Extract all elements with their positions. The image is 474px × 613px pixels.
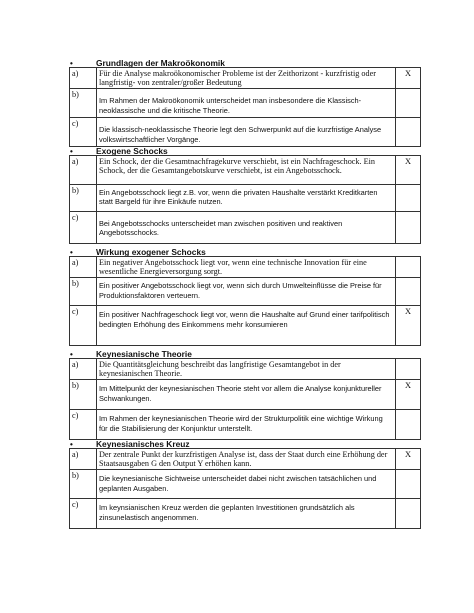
answer-mark: X: [396, 68, 421, 89]
answer-text: Im Mittelpunkt der keynesianischen Theorie steht vor allem die Analyse konjunktureller Schwankungen.: [97, 380, 396, 410]
answer-text: Im Rahmen der keynesianischen Theorie wird der Strukturpolitik eine wichtige Wirkung für die Stabilisierung der Konjunktur unterstellt.: [97, 410, 396, 440]
answer-label: a): [70, 449, 97, 470]
section-title: Exogene Schocks: [96, 146, 168, 156]
question-table: [69, 155, 421, 244]
question-table: [69, 358, 421, 440]
question-table: [69, 67, 421, 147]
table-row: [70, 306, 421, 346]
answer-mark: X: [396, 380, 421, 410]
answer-text: Ein negativer Angebotsschock liegt vor, wenn eine technische Innovation für eine wesentliche Energieversorgung sorgt.: [97, 257, 396, 278]
table-row: [70, 410, 421, 440]
table-row: [70, 380, 421, 410]
answer-mark: [396, 499, 421, 529]
answer-text: Bei Angebotsschocks unterscheidet man zwischen positiven und reaktiven Angebotsschocks.: [97, 212, 396, 244]
answer-mark: [396, 257, 421, 278]
answer-mark: [396, 118, 421, 147]
table-row: [70, 156, 421, 185]
answer-mark: [396, 470, 421, 499]
answer-text: Im keynsianischen Kreuz werden die geplanten Investitionen grundsätzlich als zinsunelastisch angenommen.: [97, 499, 396, 529]
bullet-icon: •: [70, 147, 73, 156]
bullet-icon: •: [70, 350, 73, 359]
answer-text: Die keynesianische Sichtweise unterscheidet dabei nicht zwischen tatsächlichen und geplanten Ausgaben.: [97, 470, 396, 499]
answer-mark: [396, 212, 421, 244]
answer-label: c): [70, 306, 97, 346]
answer-label: a): [70, 359, 97, 380]
table-row: [70, 470, 421, 499]
table-row: [70, 449, 421, 470]
question-table: [69, 448, 421, 529]
table-row: [70, 257, 421, 278]
section-title: Keynesianisches Kreuz: [96, 439, 190, 449]
section-title: Keynesianische Theorie: [96, 349, 192, 359]
answer-mark: X: [396, 156, 421, 185]
question-table: [69, 256, 421, 346]
answer-mark: [396, 185, 421, 212]
table-row: [70, 278, 421, 306]
bullet-icon: •: [70, 440, 73, 449]
answer-text: Ein Angebotsschock liegt z.B. vor, wenn die privaten Haushalte verstärkt Kreditkarten statt Bargeld für ihre Einkäufe nutzen.: [97, 185, 396, 212]
table-row: [70, 359, 421, 380]
answer-text: Ein positiver Nachfrageschock liegt vor, wenn die Haushalte auf Grund einer tarifpolitisch bedingten Erhöhung des Einkommens mehr konsumieren: [97, 306, 396, 346]
answer-label: c): [70, 410, 97, 440]
answer-text: Ein Schock, der die Gesamtnachfragekurve verschiebt, ist ein Nachfrageschock. Ein Schock, der die Gesamtangebotskurve verschiebt, ist ein Angebotsschock.: [97, 156, 396, 185]
answer-mark: X: [396, 449, 421, 470]
answer-text: Im Rahmen der Makroökonomik unterscheidet man insbesondere die Klassisch- neoklassische und die kritische Theorie.: [97, 89, 396, 118]
table-row: [70, 118, 421, 147]
answer-label: b): [70, 278, 97, 306]
answer-label: a): [70, 68, 97, 89]
answer-mark: [396, 278, 421, 306]
answer-label: c): [70, 212, 97, 244]
answer-text: Die klassisch-neoklassische Theorie legt den Schwerpunkt auf die kurzfristige Analyse volkswirtschaftlicher Vorgänge.: [97, 118, 396, 147]
answer-text: Ein positiver Angebotsschock liegt vor, wenn sich durch Umwelteinflüsse die Preise für Produktionsfaktoren verteuern.: [97, 278, 396, 306]
answer-text: Die Quantitätsgleichung beschreibt das langfristige Gesamtangebot in der keynesianischen Theorie.: [97, 359, 396, 380]
answer-mark: [396, 359, 421, 380]
table-row: [70, 212, 421, 244]
table-row: [70, 68, 421, 89]
answer-label: c): [70, 499, 97, 529]
answer-mark: [396, 410, 421, 440]
answer-label: a): [70, 156, 97, 185]
section-title: Grundlagen der Makroökonomik: [96, 58, 225, 68]
section-title: Wirkung exogener Schocks: [96, 247, 206, 257]
answer-text: Für die Analyse makroökonomischer Probleme ist der Zeithorizont - kurzfristig oder langfristig- von zentraler/großer Bedeutung: [97, 68, 396, 89]
answer-text: Der zentrale Punkt der kurzfristigen Analyse ist, dass der Staat durch eine Erhöhung der Staatsausgaben G den Output Y erhöhen kann.: [97, 449, 396, 470]
answer-label: b): [70, 185, 97, 212]
table-row: [70, 499, 421, 529]
bullet-icon: •: [70, 59, 73, 68]
answer-mark: [396, 89, 421, 118]
answer-label: a): [70, 257, 97, 278]
table-row: [70, 89, 421, 118]
table-row: [70, 185, 421, 212]
answer-label: c): [70, 118, 97, 147]
answer-mark: X: [396, 306, 421, 346]
answer-label: b): [70, 470, 97, 499]
answer-label: b): [70, 89, 97, 118]
bullet-icon: •: [70, 248, 73, 257]
answer-label: b): [70, 380, 97, 410]
